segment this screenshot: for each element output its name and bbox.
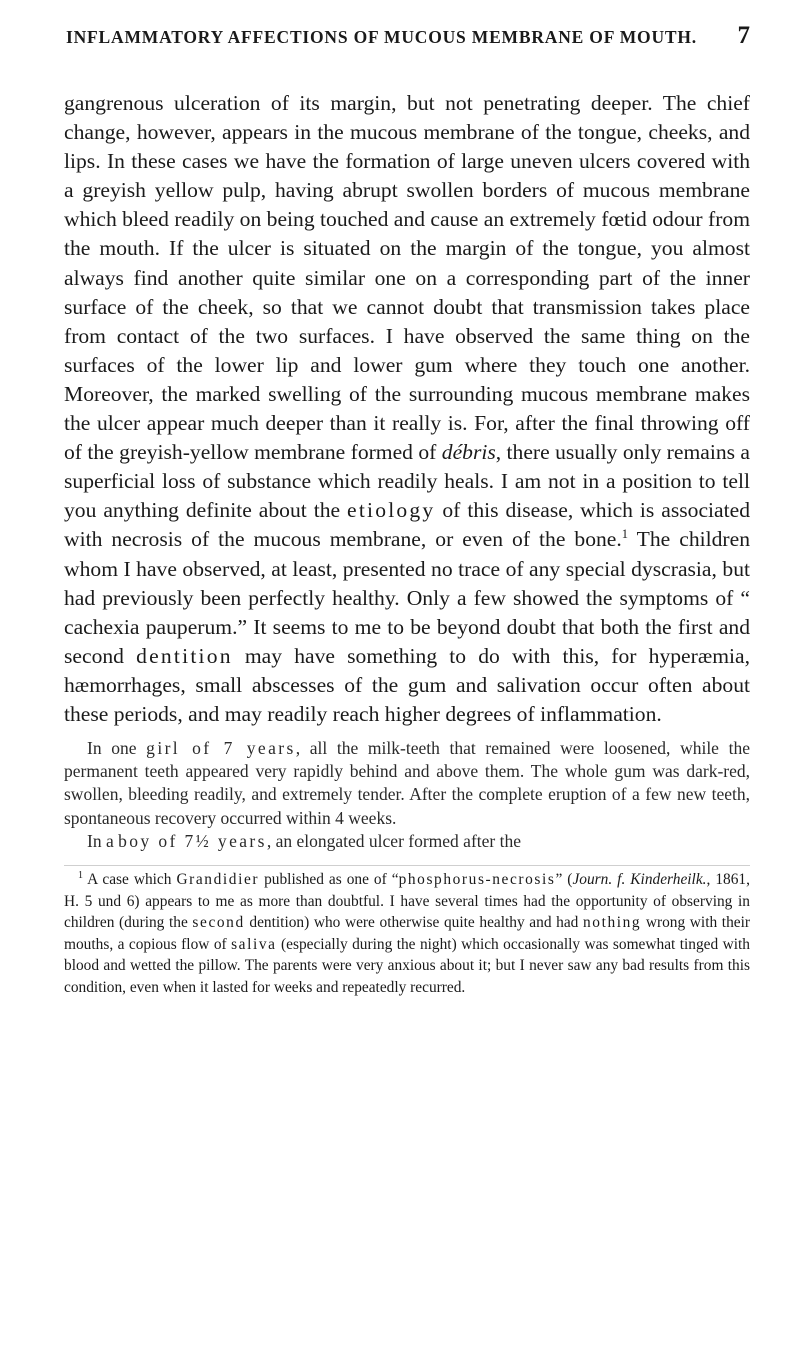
footnote-mark: 1 [78, 869, 83, 881]
spaced-saliva: saliva [231, 935, 277, 953]
text-run: A case which [83, 871, 177, 889]
text-run: , there usually only remains a superficial loss of substance which readily heals. I am not in a position to tell you anything definite about the [64, 440, 751, 523]
book-page [64, 22, 750, 998]
spaced-boy-age: boy of 7½ years [118, 830, 267, 851]
spaced-second: second [192, 914, 245, 932]
spaced-term: phosphorus-necrosis [398, 871, 556, 889]
case-report-girl [64, 737, 750, 830]
text-run: (especially during the night) which occasionally was somewhat tinged with blood and wetted the pillow. The parents were very anxious about it; but I never saw any bad results from this condition, even when it lasted for weeks and repeatedly recurred. [64, 935, 750, 996]
text-run: , an elongated ulcer formed after the [266, 830, 521, 851]
spaced-dentition: dentition [136, 643, 233, 668]
text-run: published as one of “ [259, 871, 399, 889]
text-run: In a [87, 830, 119, 851]
text-run: , all the milk-teeth that remained were loosened, while the permanent teeth appeared very rapidly behind and above them. The whole gum was dark-red, swollen, bleeding readily, and extremely tender. After the complete eruption of a few new teeth, spontaneous recovery occurred within 4 weeks. [64, 738, 750, 828]
text-run: of this disease, which is associated with necrosis of the mucous membrane, or even of the bone. [64, 498, 750, 552]
text-run: ” ( [555, 871, 573, 889]
main-text [64, 89, 750, 729]
footnote-paragraph [64, 869, 750, 998]
text-run: In one [87, 738, 147, 759]
running-head [66, 22, 750, 62]
journal-citation: Journ. f. Kinderheilk. [572, 871, 707, 889]
main-paragraph [64, 89, 750, 729]
spaced-author: Grandidier [176, 871, 260, 889]
footnote-rule [64, 865, 750, 866]
text-run: wrong with their mouths, a copious flow of [64, 914, 751, 953]
text-run: dentition) who were otherwise quite healthy and had [244, 914, 583, 932]
spaced-etiology: etiology [347, 498, 436, 523]
spaced-nothing: nothing [583, 914, 642, 932]
running-title: INFLAMMATORY AFFECTIONS OF MUCOUS MEMBRANE OF MOUTH. [66, 27, 697, 47]
case-reports [64, 737, 750, 853]
italic-debris: débris [441, 440, 496, 465]
spaced-girl-age: girl of 7 years [146, 738, 296, 759]
text-run: may have something to do with this, for hyperæmia, hæmorrhages, small abscesses of the gum and salivation occur often about these periods, and may readily reach higher degrees of inflammation. [64, 643, 750, 726]
footnote [64, 869, 750, 998]
case-report-boy [64, 830, 750, 853]
text-run: The children whom I have observed, at least, presented no trace of any special dyscrasia, but had previously been perfectly healthy. Only a few showed the symptoms of “ cachexia pauperum.” It seems to me to be beyond doubt that both the first and second [64, 527, 750, 668]
page-number: 7 [737, 22, 750, 49]
text-run: , 1861, H. 5 und 6) appears to me as more than doubtful. I have several times had the opportunity of observing in children (during the [64, 871, 750, 932]
footnote-reference: 1 [621, 527, 629, 542]
text-run: gangrenous ulceration of its margin, but not penetrating deeper. The chief change, however, appears in the mucous membrane of the tongue, cheeks, and lips. In these cases we have the formation of large uneven ulcers covered with a greyish yellow pulp, having abrupt swollen borders of mucous membrane which bleed readily on being touched and cause an extremely fœtid odour from the mouth. If the ulcer is situated on the margin of the tongue, you almost always find another quite similar one on a corresponding part of the inner surface of the cheek, so that we cannot doubt that transmission takes place from contact of the two surfaces. I have observed the same thing on the surfaces of the lower lip and lower gum where they touch one another. Moreover, the marked swelling of the surrounding mucous membrane makes the ulcer appear much deeper than it really is. For, after the final throwing off of the greyish-yellow membrane formed of [64, 91, 750, 465]
